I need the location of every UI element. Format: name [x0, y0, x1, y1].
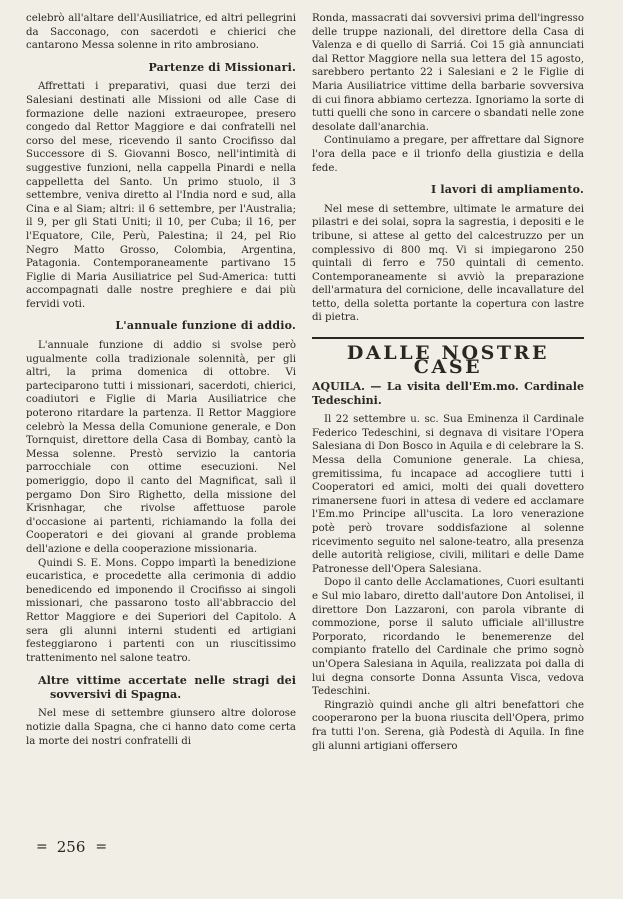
- page-footer: [36, 838, 106, 856]
- paragraph: Nel mese di settembre giunsero altre dolorose notizie dalla Spagna, che ci hanno dato come certa la morte dei nostri confratelli di: [26, 708, 296, 747]
- paragraph: Il 22 settembre u. sc. Sua Eminenza il Cardinale Federico Tedeschini, si degnava di visitare l'Opera Salesiana di Don Bosco in Aquila e di celebrare la S. Messa della Comunione generale. La chiesa, gremitissima, fu incapace ad accogliere tutti i Cooperatori ed amici, molti dei quali dovettero rimanersene fuori in attesa di vedere ed acclamare l'Em.mo Principe all'uscita. La loro venerazione potè però trovare soddisfazione al solenne ricevimento seguito nel salone-teatro, alla presenza delle autorità religiose, civili, militari e delle Dame Patronesse dell'Opera Salesiana.: [312, 414, 584, 575]
- paragraph: celebrò all'altare dell'Ausiliatrice, ed altri pellegrini da Sacconago, con sacerdoti e chierici che cantarono Messa solenne in rito ambrosiano.: [26, 13, 296, 52]
- paragraph: Ringraziò quindi anche gli altri benefattori che cooperarono per la buona riuscita dell'Opera, primo fra tutti l'on. Serena, già Podestà di Aquila. In fine gli alunni artigiani offersero: [312, 699, 584, 752]
- page-number: 256: [56, 838, 86, 856]
- paragraph: L'annuale funzione di addio si svolse però ugualmente colla tradizionale solennità, per gli altri, la prima domenica di ottobre. Vi parteciparono tutti i missionari, sacerdoti, chierici, coadiutori e Figlie di Maria Ausiliatrice che poterono ritardare la partenza. Il Rettor Maggiore celebrò la Messa della Comunione generale, e Don Tornquist, direttore della Casa di Bombay, cantò la Messa solenne. Prestò servizio la cantoria parrocchiale con ottime esecuzioni. Nel pomeriggio, dopo il canto del Magnificat, salì il pergamo Don Siro Righetto, della missione del Krisnhagar, che rivolse affettuose parole d'occasione ai partenti, richiamando la folla dei Cooperatori e dei giovani al grande problema dell'azione e della cooperazione missionaria.: [26, 340, 296, 555]
- paragraph: Continuiamo a pregare, per affrettare dal Signore l'ora della pace e il trionfo della giustizia e della fede.: [312, 135, 584, 174]
- section-heading-vittime: Altre vittime accertate nelle stragi dei sovversivi di Spagna.: [38, 673, 296, 702]
- paragraph: Dopo il canto delle Acclamationes, Cuori esultanti e Sul mio labaro, diretto dall'autore Don Antolisei, il direttore Don Lazzaroni, con parola vibrante di commozione, porse il saluto ufficiale all'illustre Porporato, ricordando le benemerenze del compianto fratello del Cardinale che primo sognò un'Opera Salesiana in Aquila, realizzata poi dalla di lui degna consorte Donna Assunta Visca, vedova Tedeschini.: [312, 577, 584, 698]
- footer-ornament-left: =: [36, 839, 47, 855]
- section-heading-lavori: I lavori di ampliamento.: [431, 183, 584, 197]
- section-heading-addio: L'annuale funzione di addio.: [115, 319, 296, 333]
- left-column: [26, 12, 296, 748]
- paragraph: Nel mese di settembre, ultimate le armature dei pilastri e dei solai, sopra la sagrestia, i depositi e le tribune, si attese al getto del calcestruzzo per un complessivo di 800 mq. Vi si impiegarono 250 quintali di ferro e 750 quintali di cemento. Contemporaneamente si avviò la preparazione dell'armatura del cornicione, delle incavallature del tetto, della soletta portante la copertura con lastre di pietra.: [312, 203, 584, 324]
- right-column: [312, 12, 584, 753]
- paragraph: Affrettati i preparativi, quasi due terzi dei Salesiani destinati alle Missioni od alle Case di formazione delle nazioni extraeuropee, presero congedo dal Rettor Maggiore e dai confratelli nel corso del mese, ricevendo il santo Crocifisso dal Successore di S. Giovanni Bosco, nell'intimità di suggestive funzioni, nella cappella Pinardi e nella cappelletta del Santo. Un primo stuolo, il 3 settembre, veniva diretto al l'India nord e sud, alla Cina e al Siam; altri: il 6 settembre, per l'Australia; il 9, per gli Stati Uniti; il 10, per Cuba; il 16, per l'Equatore, Cile, Perù, Palestina; il 24, pel Rio Negro Matto Grosso, Colombia, Argentina, Patagonia. Contemporaneamente partivano 15 Figlie di Maria Ausiliatrice pel Sud-America: tutti accompagnati dalle nostre preghiere e dai più fervidi voti.: [26, 81, 296, 310]
- paragraph: Ronda, massacrati dai sovversivi prima dell'ingresso delle truppe nazionali, del direttore della Casa di Valenza e di quello di Sarriá. Coi 15 già annunciati dal Rettor Maggiore nella sua lettera del 15 agosto, sarebbero pertanto 22 i Salesiani e 2 le Figlie di Maria Ausiliatrice vittime della barbarie sovversiva di cui finora abbiamo certezza. Ignoriamo la sorte di tutti quelli che sono in carcere o sbandati nelle zone desolate dall'anarchia.: [312, 13, 584, 133]
- section-heading-missionari: Partenze di Missionari.: [148, 60, 296, 74]
- paragraph: Quindi S. E. Mons. Coppo impartì la benedizione eucaristica, e procedette alla cerimonia di addio benedicendo ed imponendo il Crocifisso ai singoli missionari, che passarono tosto all'abbraccio del Rettor Maggiore e dei Superiori del Capitolo. A sera gli alunni interni studenti ed artigiani festeggiarono i partenti con un riuscitissimo trattenimento nel salone teatro.: [26, 557, 296, 664]
- footer-ornament-right: =: [95, 839, 107, 855]
- banner-heading: DALLE NOSTRE CASE: [312, 337, 584, 374]
- article-heading-aquila: AQUILA. — La visita dell'Em.mo. Cardinale Tedeschini.: [312, 380, 584, 407]
